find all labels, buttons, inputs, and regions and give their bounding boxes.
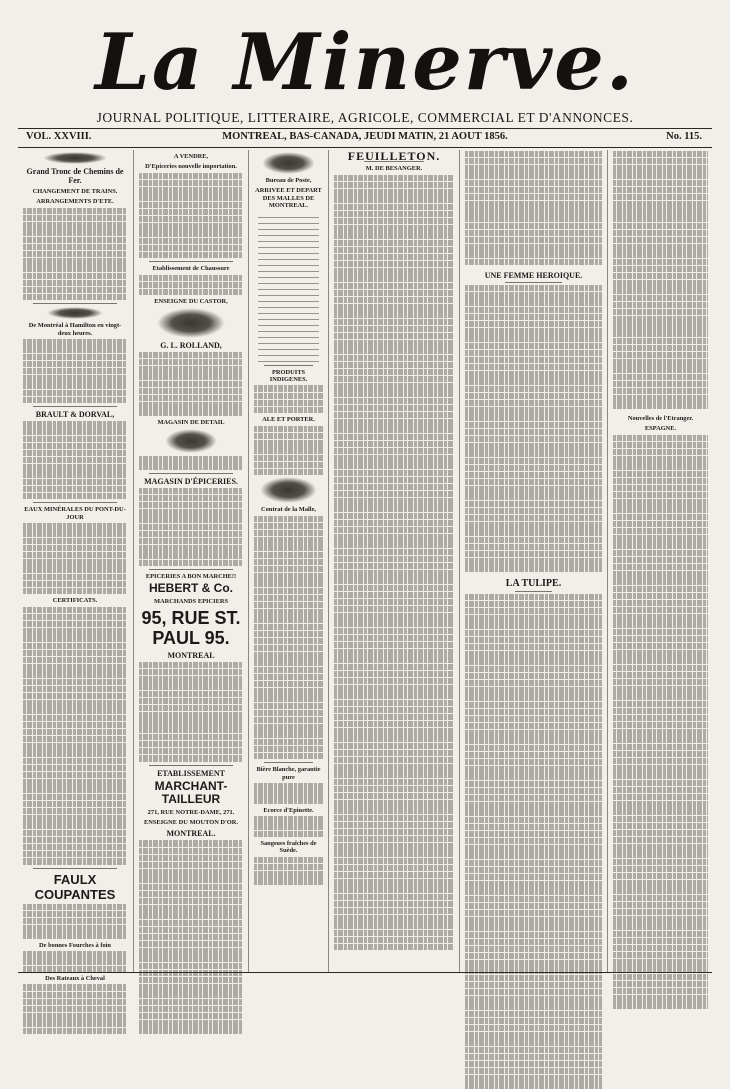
epiceries-heading: D'Epiceries nouvelle importation. [145, 163, 237, 171]
castor-heading: ENSEIGNE DU CASTOR, [154, 298, 228, 306]
train-engraving [43, 152, 107, 164]
marchands-heading: MARCHANDS EPICIERS [153, 598, 229, 606]
tulipe-heading: LA TULIPE. [505, 577, 562, 589]
mail-coach-engraving [260, 477, 317, 503]
trains-subheading: CHANGEMENT DE TRAINS. [32, 188, 118, 195]
issue-number: No. 115. [666, 131, 702, 142]
ale-heading: ALE ET PORTER. [262, 416, 315, 424]
vendre-heading: A VENDRE, [173, 153, 209, 160]
brault-heading: BRAULT & DORVAL, [35, 410, 115, 420]
dateline-rule [18, 147, 712, 148]
railway-heading: Grand Tronc de Chemins de Fer. [26, 167, 124, 185]
tailleur-heading: MARCHANT-TAILLEUR [154, 778, 228, 806]
arrivee-heading: ARRIVEE ET DEPART DES MALLES DE MONTREAL. [255, 187, 322, 210]
newspaper-title: La Minerve. [94, 17, 636, 108]
beaver-engraving [157, 308, 225, 338]
malle-heading: Contrat de la Malle, [260, 506, 317, 514]
espagne-heading: ESPAGNE. [644, 425, 677, 433]
rolland-heading: G. L. ROLLAND, [160, 340, 222, 350]
bon-marche-heading: EPICERIES A BON MARCHE!! [145, 572, 237, 580]
hebert-heading: HEBERT & Co. [149, 581, 233, 596]
sangsues-heading: Sangsues fraîches de Suède. [260, 840, 317, 855]
volume-label: VOL. XXVIII. [26, 131, 92, 142]
biere-heading: Bière Blanche, garantie pure [256, 766, 321, 781]
author-heading: M. DE BESANGER. [365, 165, 423, 173]
columns [18, 149, 712, 982]
ecorce-heading: Ecorce d'Epinette. [263, 806, 314, 814]
femme-heroique-heading: UNE FEMME HEROIQUE. [484, 271, 583, 280]
column-3 [248, 150, 328, 972]
steamboat-heading: De Montréal à Hamilton en vingt-deux heures. [28, 322, 122, 337]
column-1 [18, 150, 132, 982]
faulx-heading: FAULX COUPANTES [34, 871, 116, 902]
feuilleton-heading: FEUILLETON. [347, 149, 441, 163]
nouvelles-heading: Nouvelles de l'Etranger. [627, 414, 694, 422]
poste-heading: Bureau de Poste, [265, 177, 312, 184]
eaux-heading: EAUX MINÉRALES DU PONT-DU-JOUR [24, 506, 126, 521]
rateaux-heading: Des Rateaux à Cheval [45, 974, 105, 982]
steamboat-engraving [47, 307, 103, 319]
column-5 [459, 150, 607, 972]
newspaper-subtitle: JOURNAL POLITIQUE, LITTERAIRE, AGRICOLE, COMMERCIAL ET D'ANNONCES. [96, 110, 634, 125]
montreal2-heading: MONTREAL. [166, 829, 216, 839]
dateline [18, 130, 712, 146]
fourches-heading: De bonnes Fourches à foin [39, 941, 111, 949]
masthead [0, 14, 730, 112]
etablissement-heading: ETABLISSEMENT [157, 768, 225, 778]
column-4 [328, 150, 459, 972]
produits-heading: PRODUITS INDIGENES. [269, 368, 308, 384]
certificats-heading: CERTIFICATS. [52, 597, 98, 605]
chaussure-heading: Etablissement de Chaussure [152, 265, 230, 273]
hebert-address: 95, RUE ST. PAUL 95. [141, 607, 241, 648]
column-2 [133, 150, 248, 972]
mail-schedule-table [258, 212, 319, 362]
bottom-rule [18, 972, 712, 973]
top-rule [18, 128, 712, 129]
tailleur-address: 271, RUE NOTRE-DAME, 271. [147, 808, 235, 816]
magasin-epiceries-heading: MAGASIN D'ÉPICERIES. [144, 476, 238, 486]
montreal-heading: MONTREAL [167, 650, 215, 660]
post-office-engraving [262, 152, 315, 174]
magasin-detail-heading: MAGASIN DE DETAIL [157, 418, 225, 426]
shoe-engraving [165, 429, 217, 453]
place-date: MONTREAL, BAS-CANADA, JEUDI MATIN, 21 AOUT 1856. [222, 131, 508, 142]
column-6 [607, 150, 713, 972]
mouton-heading: ENSEIGNE DU MOUTON D'OR. [144, 819, 238, 827]
summer-subheading: ARRANGEMENTS D'ETE. [36, 198, 114, 206]
